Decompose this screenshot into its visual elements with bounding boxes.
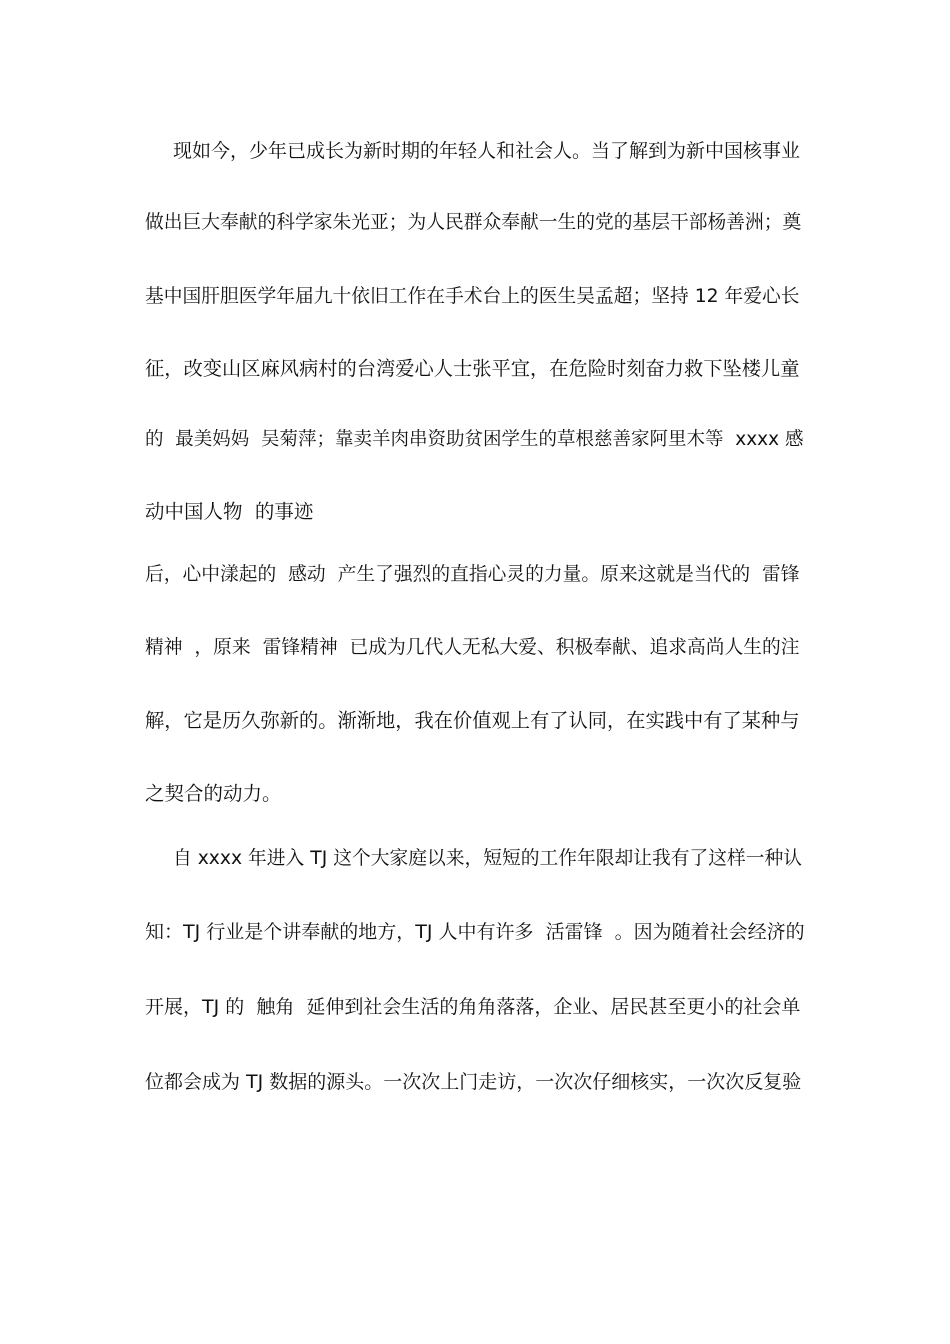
text-line: 之契合的动力。 (145, 782, 282, 805)
text-line: 自 xxxx 年进入 TJ 这个大家庭以来，短短的工作年限却让我有了这样一种认 (173, 848, 802, 869)
text-line: 后，心中漾起的 感动 产生了强烈的直指心灵的力量。原来这就是当代的 雷锋 (145, 564, 800, 585)
text-line: 精神 ，原来 雷锋精神 已成为几代人无私大爱、积极奉献、追求高尚人生的注 (145, 637, 800, 658)
text-line: 基中国肝胆医学年届九十依旧工作在手术台上的医生吴孟超；坚持 12 年爱心长 (145, 286, 800, 307)
text-line: 征，改变山区麻风病村的台湾爱心人士张平宜，在危险时刻奋力救下坠楼儿童 (145, 357, 800, 380)
text-line: 位都会成为 TJ 数据的源头。一次次上门走访，一次次仔细核实，一次次反复验 (145, 1071, 802, 1093)
text-line: 解，它是历久弥新的。渐渐地，我在价值观上有了认同，在实践中有了某种与 (145, 709, 800, 732)
text-line: 知：TJ 行业是个讲奉献的地方，TJ 人中有许多 活雷锋 。因为随着社会经济的 (145, 921, 805, 943)
text-line: 开展，TJ 的 触角 延伸到社会生活的角角落落，企业、居民甚至更小的社会单 (145, 996, 801, 1018)
text-line: 的 最美妈妈 吴菊萍；靠卖羊肉串资助贫困学生的草根慈善家阿里木等 xxxx 感 (145, 429, 804, 450)
text-line: 做出巨大奉献的科学家朱光亚；为人民群众奉献一生的党的基层干部杨善洲；奠 (145, 212, 802, 233)
text-line: 动中国人物 的事迹 (145, 500, 314, 523)
text-line: 现如今，少年已成长为新时期的年轻人和社会人。当了解到为新中国核事业 (173, 140, 801, 162)
